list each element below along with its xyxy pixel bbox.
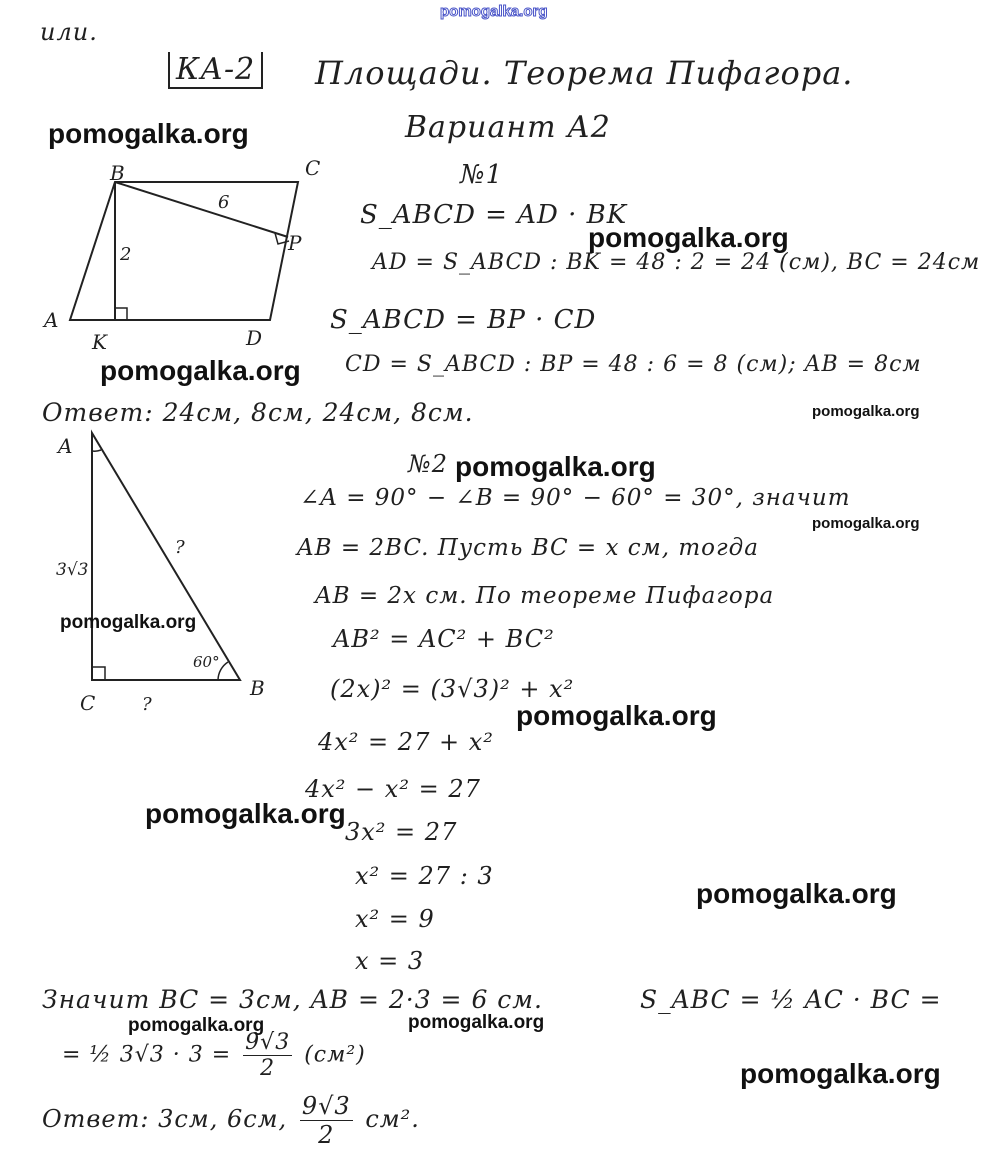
- watermark: pomogalka.org: [100, 355, 301, 386]
- watermark: pomogalka.org: [812, 515, 920, 532]
- area-fraction-numerator: 9√3: [245, 1030, 291, 1055]
- p2-line-8: 3x² = 27: [345, 818, 458, 846]
- watermark: pomogalka.org: [48, 118, 249, 149]
- vertex-a-label-2: A: [58, 434, 73, 458]
- parallelogram-figure: [30, 155, 320, 355]
- p2-answer-unit: см².: [365, 1105, 420, 1133]
- p1-line-1: S_ABCD = AD · BK: [360, 200, 628, 230]
- area-unit: (см²): [304, 1042, 366, 1068]
- top-watermark: pomogalka.org: [440, 3, 548, 20]
- p2-line-10: x² = 9: [355, 905, 435, 933]
- p2-line-1: ∠A = 90° − ∠B = 90° − 60° = 30°, значит: [300, 485, 851, 511]
- vertex-c-label-2: C: [80, 691, 96, 715]
- watermark: pomogalka.org: [516, 700, 717, 731]
- watermark: pomogalka.org: [696, 878, 897, 909]
- p2-line-7: 4x² − x² = 27: [305, 775, 481, 803]
- p2-line-6: 4x² = 27 + x²: [318, 728, 494, 756]
- answer-fraction-numerator: 9√3: [301, 1092, 351, 1120]
- right-triangle-figure: [50, 425, 290, 725]
- p2-line-3: AB = 2x см. По теореме Пифагора: [315, 583, 775, 609]
- p1-line-4: CD = S_ABCD : BP = 48 : 6 = 8 (см); AB = 8см: [345, 352, 922, 377]
- p2-line-4: AB² = AC² + BC²: [333, 625, 555, 653]
- p1-line-2: AD = S_ABCD : BK = 48 : 2 = 24 (см), BC = 24см: [372, 250, 981, 275]
- variant-label: Вариант А2: [405, 110, 611, 145]
- watermark: pomogalka.org: [740, 1058, 941, 1089]
- problem-1-number: №1: [460, 160, 504, 190]
- vertex-c-label: C: [305, 156, 320, 180]
- answer-fraction: [300, 1092, 353, 1149]
- point-k-label: K: [92, 330, 107, 354]
- vertex-b-label: B: [110, 161, 125, 185]
- angle-b-label: 60°: [193, 653, 220, 671]
- p2-line-11: x = 3: [355, 947, 425, 975]
- p1-answer: Ответ: 24см, 8см, 24см, 8см.: [42, 398, 474, 427]
- p2-line-2: AB = 2BC. Пусть BC = x см, тогда: [297, 535, 759, 561]
- point-p-label: P: [288, 231, 302, 255]
- prev-text: или.: [40, 18, 98, 46]
- leg-unknown-label: ?: [142, 694, 152, 715]
- hypotenuse-unknown-label: ?: [175, 537, 185, 558]
- p2-answer: [42, 1092, 420, 1149]
- p2-line-13: S_ABC = ½ AC · BC =: [640, 985, 942, 1014]
- work-code: КА-2: [168, 52, 263, 89]
- p1-line-3: S_ABCD = BP · CD: [330, 305, 597, 335]
- ac-length-label: 3√3: [56, 560, 89, 580]
- vertex-b-label-2: B: [250, 676, 265, 700]
- watermark: pomogalka.org: [812, 403, 920, 420]
- p2-line-14-text: = ½ 3√3 · 3 =: [62, 1042, 232, 1068]
- p2-answer-prefix: Ответ: 3см, 6см,: [42, 1105, 288, 1133]
- bk-length-label: 2: [120, 244, 132, 265]
- watermark: pomogalka.org: [60, 612, 197, 633]
- problem-2-number: №2: [408, 450, 448, 478]
- p2-line-5: (2x)² = (3√3)² + x²: [330, 675, 575, 703]
- vertex-a-label: A: [44, 308, 59, 332]
- bp-length-label: 6: [218, 192, 230, 213]
- watermark: pomogalka.org: [408, 1012, 545, 1033]
- watermark: pomogalka.org: [128, 1015, 265, 1036]
- vertex-d-label: D: [246, 326, 263, 350]
- answer-fraction-denominator: 2: [318, 1121, 335, 1149]
- area-fraction: [243, 1030, 292, 1081]
- p2-line-9: x² = 27 : 3: [355, 862, 494, 890]
- p2-line-12: Значит BC = 3см, AB = 2·3 = 6 см.: [42, 985, 543, 1014]
- p2-line-14: [62, 1030, 366, 1081]
- watermark: pomogalka.org: [588, 222, 789, 253]
- watermark: pomogalka.org: [455, 451, 656, 482]
- work-title: Площади. Теорема Пифагора.: [315, 54, 854, 92]
- area-fraction-denominator: 2: [260, 1056, 276, 1081]
- watermark: pomogalka.org: [145, 798, 346, 829]
